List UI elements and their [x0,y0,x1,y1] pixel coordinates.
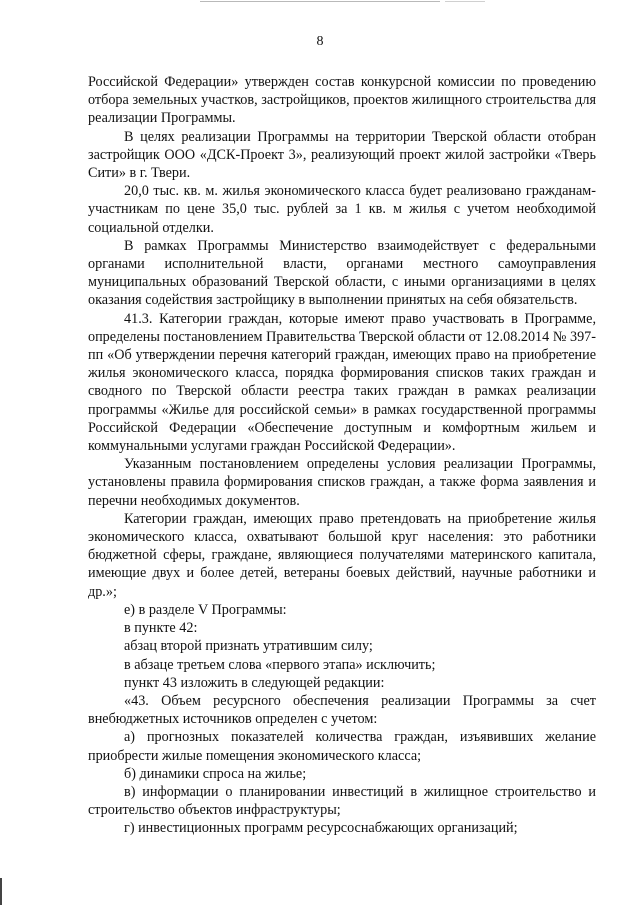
paragraph: «43. Объем ресурсного обеспечения реализации Программы за счет внебюджетных источников определен с учетом: [88,692,596,728]
paragraph: а) прогнозных показателей количества граждан, изъявивших желание приобрести жилые помещения экономического класса; [88,729,596,764]
paragraph: в пункте 42: [124,620,198,637]
paragraph: в) информации о планировании инвестиций в жилищное строительство и строительство объектов инфраструктуры; [88,783,596,819]
body-text [88,73,596,838]
paragraph: е) в разделе V Программы: [124,601,287,618]
top-edge-line [200,1,440,2]
top-edge-line-short [445,1,485,2]
paragraph: г) инвестиционных программ ресурсоснабжающих организаций; [124,820,518,837]
paragraph: б) динамики спроса на жилье; [124,765,307,782]
paragraph: Российской Федерации» утвержден состав конкурсной комиссии по проведению отбора земельных участков, застройщиков, проектов жилищного строительства для реализации Программы. [88,74,596,127]
paragraph: Категории граждан, имеющих право претендовать на приобретение жилья экономического класса, охватывают большой круг населения: это работники бюджетной сферы, граждане, являющиеся получателями материнского капитала, имеющие двух и более детей, ветераны боевых действий, научные работники и др.»; [88,510,596,600]
page-number: 8 [316,34,324,49]
paragraph: 20,0 тыс. кв. м. жилья экономического класса будет реализовано гражданам-участникам по цене 35,0 тыс. рублей за 1 кв. м жилья с учетом необходимой социальной отделки. [88,183,596,236]
paragraph: абзац второй признать утратившим силу; [124,638,373,655]
paragraph: в абзаце третьем слова «первого этапа» исключить; [124,656,436,673]
paragraph: Указанным постановлением определены условия реализации Программы, установлены правила формирования списков граждан, а также форма заявления и перечни необходимых документов. [88,456,596,509]
paragraph: 41.3. Категории граждан, которые имеют право участвовать в Программе, определены постановлением Правительства Тверской области от 12.08.2014 № 397-пп «Об утверждении перечня категорий граждан, имеющих право на приобретение жилья экономического класса, порядка формирования списков таких граждан и сводного по Тверской области реестра таких граждан в рамках реализации программы «Жилье для российской семьи» в рамках государственной программы Российской Федерации «Обеспечение доступным и комфортным жильем и коммунальными услугами граждан Российской Федерации». [88,310,596,455]
left-edge-mark [0,878,2,905]
paragraph: В целях реализации Программы на территории Тверской области отобран застройщик ООО «ДСК-Проект 3», реализующий проект жилой застройки «Тверь Сити» в г. Твери. [88,128,596,182]
paragraph: В рамках Программы Министерство взаимодействует с федеральными органами исполнительной власти, органами местного самоуправления муниципальных образований Тверской области, с иными организациями в целях оказания содействия застройщику в выполнении принятых на себя обязательств. [88,237,596,309]
paragraph: пункт 43 изложить в следующей редакции: [124,674,385,691]
